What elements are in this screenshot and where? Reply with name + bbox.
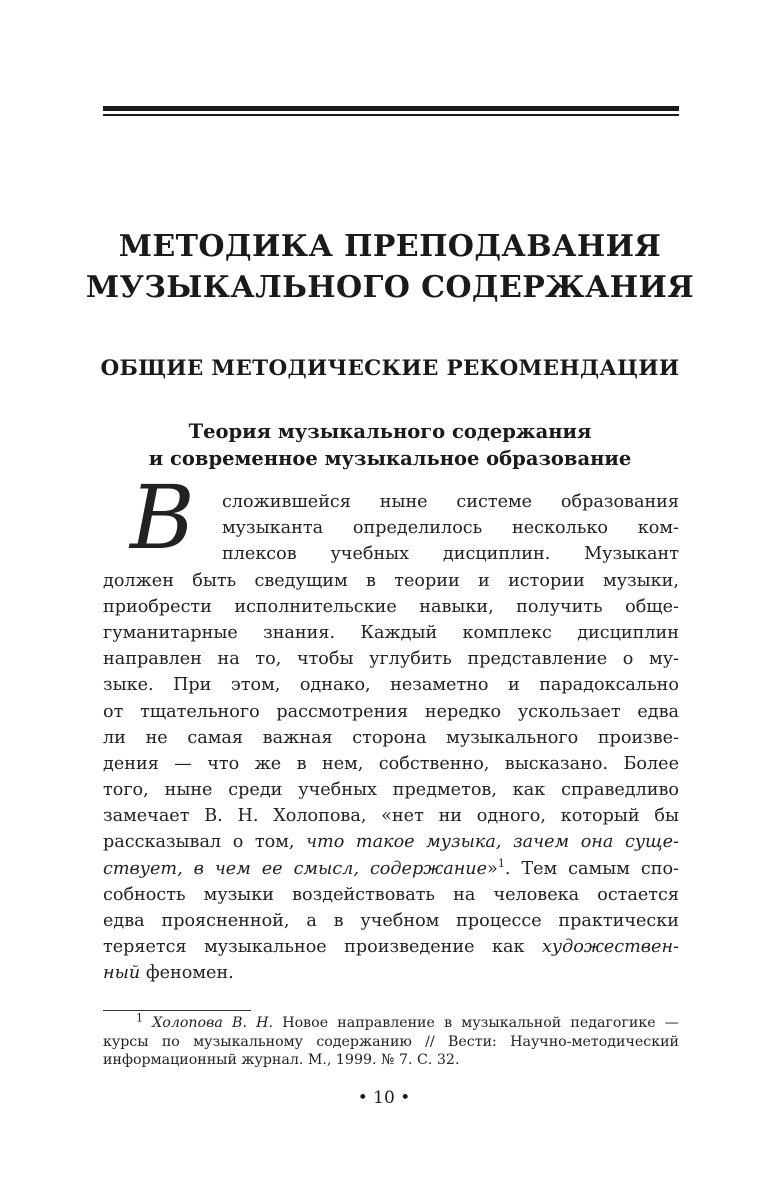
footnote-line <box>103 1011 679 1033</box>
body-line: гуманитарные знания. Каждый комплекс дисциплин <box>103 622 679 643</box>
body-line: замечает В. Н. Холопова, «нет ни одного, который бы <box>103 806 679 827</box>
body-italic-run: ный <box>103 963 141 984</box>
body-text-run: рассказывал о том, <box>103 832 307 853</box>
subsection-title-line-1: Теория музыкального содержания <box>188 420 592 443</box>
footnote <box>103 1011 679 1070</box>
body-line <box>103 856 679 882</box>
body-line: плексов учебных дисциплин. Музыкант <box>222 544 679 565</box>
body-italic-run: ствует, в чем ее смысл, содержание <box>103 858 488 879</box>
body-text-run: . Тем самым спо- <box>504 858 679 879</box>
body-line <box>103 829 679 855</box>
body-paragraph <box>103 466 679 987</box>
drop-cap: В <box>130 466 195 569</box>
body-line: дения — что же в нем, собственно, высказано. Более <box>103 753 679 774</box>
body-line: от тщательного рассмотрения нередко ускользает едва <box>103 701 679 722</box>
footnote-text-run: Новое направление в музыкальной педагогике — <box>273 1015 679 1031</box>
subsection-title-line-2: и современное музыкальное образование <box>148 447 632 470</box>
body-italic-run: художествен- <box>541 937 679 958</box>
body-line: собность музыки воздействовать на человека остается <box>103 884 679 905</box>
body-line: едва проясненной, а в учебном процессе практически <box>103 911 679 931</box>
body-italic-run: что такое музыка, зачем она суще- <box>306 832 679 853</box>
body-line: направлен на то, чтобы углубить представление о му- <box>103 649 679 670</box>
footnote-number: 1 <box>136 1011 143 1025</box>
section-title: ОБЩИЕ МЕТОДИЧЕСКИЕ РЕКОМЕНДАЦИИ <box>100 356 680 381</box>
chapter-title <box>60 226 720 308</box>
page-number: • 10 • <box>357 1088 411 1108</box>
body-text-run: » <box>487 858 498 879</box>
footnote-ref[interactable]: 1 <box>497 856 505 870</box>
body-line <box>103 960 679 986</box>
body-text-run: феномен. <box>140 963 234 984</box>
body-line: того, ныне среди учебных предметов, как справедливо <box>103 780 679 801</box>
body-line: музыканта определилось несколько ком- <box>222 518 679 539</box>
footnote-author: Холопова В. Н. <box>152 1015 274 1031</box>
subsection-title <box>90 418 690 472</box>
body-line: ли не самая важная сторона музыкального произве- <box>103 727 679 748</box>
footnote-line: курсы по музыкальному содержанию // Вести: Научно-методический <box>103 1033 679 1050</box>
chapter-title-line-2: МУЗЫКАЛЬНОГО СОДЕРЖАНИЯ <box>85 270 695 305</box>
footnote-separator <box>103 1010 251 1011</box>
body-line: сложившейся ныне системе образования <box>222 492 679 512</box>
top-rule-thin <box>103 114 679 116</box>
body-line <box>103 934 679 960</box>
body-line: приобрести исполнительские навыки, получить обще- <box>103 596 679 617</box>
body-text-run: теряется музыкальное произведение как <box>103 937 542 958</box>
chapter-title-line-1: МЕТОДИКА ПРЕПОДАВАНИЯ <box>118 229 662 264</box>
footnote-line: информационный журнал. М., 1999. № 7. С. 32. <box>103 1052 460 1068</box>
body-line: зыке. При этом, однако, незаметно и парадоксально <box>103 675 679 696</box>
body-line: должен быть сведущим в теории и истории музыки, <box>103 570 679 591</box>
